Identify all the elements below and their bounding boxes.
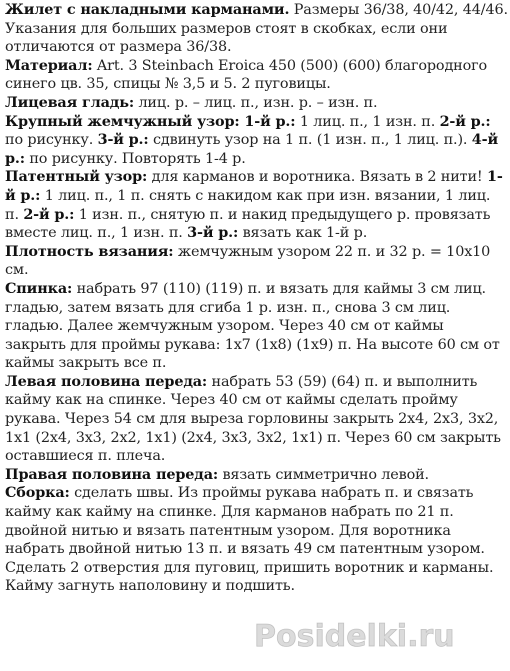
stockinette-text: лиц. р. – лиц. п., изн. р. – изн. п. xyxy=(134,94,378,111)
gauge-label: Плотность вязания: xyxy=(5,242,174,260)
patent-intro-text: для карманов и воротника. Вязать в 2 нити! xyxy=(147,169,483,186)
pearl-row4-text: по рисунку. Повторять 1-4 р. xyxy=(24,150,246,167)
pearl-row3-label: 3-й р.: xyxy=(97,131,149,149)
stockinette-paragraph xyxy=(5,94,508,113)
patent-row3-label: 3-й р.: xyxy=(187,224,239,242)
patent-row3-text: вязать как 1-й р. xyxy=(238,225,368,242)
material-label: Материал: xyxy=(5,56,93,74)
patent-row1-label: 1-й р.: xyxy=(5,168,503,204)
assembly-label: Сборка: xyxy=(5,484,70,502)
patent-pattern-label: Патентный узор: xyxy=(5,168,148,186)
patent-row1-text: 1 лиц. п., 1 п. снять с накидом как при изн. вязании, 1 лиц. п. xyxy=(5,187,491,223)
left-front-paragraph xyxy=(5,373,508,466)
back-label: Спинка: xyxy=(5,279,73,297)
pearl-pattern-paragraph xyxy=(5,113,508,169)
stockinette-label: Лицевая гладь: xyxy=(5,93,135,111)
back-text: набрать 97 (110) (119) п. и вязать для каймы 3 см лиц. гладью, затем вязать для сгиба 1 р. изн. п., снова 3 см лиц. гладью. Далее жемчужным узором. Через 40 см от каймы закрыть для проймы рукава: 1x7 (1x8) (1x9) п. На высоте 60 см от каймы закрыть все п. xyxy=(5,280,500,372)
material-text: Art. 3 Steinbach Eroica 450 (500) (600) благородного синего цв. 35, спицы № 3,5 и 5. 2 пуговицы. xyxy=(5,57,488,93)
patent-pattern-paragraph xyxy=(5,168,508,242)
pearl-row4-label: 4-й р.: xyxy=(5,131,499,167)
right-front-text: вязать симметрично левой. xyxy=(218,466,429,483)
assembly-paragraph xyxy=(5,484,508,596)
site-watermark xyxy=(250,608,500,668)
back-paragraph xyxy=(5,280,508,373)
gauge-text: жемчужным узором 22 п. и 32 р. = 10х10 см. xyxy=(5,243,491,279)
pearl-pattern-label: Крупный жемчужный узор: 1-й р.: xyxy=(5,112,296,130)
assembly-text: сделать швы. Из проймы рукава набрать п. и связать кайму как кайму на спинке. Для карманов набрать по 21 п. двойной нитью и вязать патентным узором. Для воротника набрать двойной нитью 13 п. и вязать 49 см патентным узором. Сделать 2 отверстия для пуговиц, пришить воротник и карманы. Кайму загнуть наполовину и подшить. xyxy=(5,485,494,595)
right-front-paragraph xyxy=(5,466,508,485)
material-paragraph xyxy=(5,57,508,94)
patent-row2-text: 1 изн. п., снятую п. и накид предыдущего р. провязать вместе лиц. п., 1 изн. п. xyxy=(5,206,491,242)
sizes-text: Размеры 36/38, 40/42, 44/46. Указания для больших размеров стоят в скобках, если они отличаются от размера 36/38. xyxy=(5,2,508,56)
patent-row2-label: 2-й р.: xyxy=(23,205,75,223)
pearl-row1-text: 1 лиц. п., 1 изн. п. xyxy=(295,113,436,130)
pearl-row3-text: сдвинуть узор на 1 п. (1 изн. п., 1 лиц. п.). xyxy=(148,132,468,149)
pearl-row2-label: 2-й р.: xyxy=(439,112,491,130)
left-front-text: набрать 53 (59) (64) п. и выполнить кайму как на спинке. Через 40 см от каймы сделать пройму рукава. Через 54 см для выреза горловины закрыть 2x4, 2x3, 3x2, 1x1 (2x4, 3x3, 2x2, 1x1) (2x4, 3x3, 3x2, 1x1) п. Через 60 см закрыть оставшиеся п. плеча. xyxy=(5,373,501,465)
knitting-pattern-document xyxy=(5,1,508,596)
right-front-label: Правая половина переда: xyxy=(5,465,219,483)
title-paragraph xyxy=(5,1,508,57)
pearl-row2-text: по рисунку. xyxy=(5,132,94,149)
left-front-label: Левая половина переда: xyxy=(5,372,208,390)
document-title: Жилет с накладными карманами. xyxy=(5,1,290,18)
gauge-paragraph xyxy=(5,243,508,280)
watermark-text: Posidelki.ru xyxy=(254,619,455,654)
